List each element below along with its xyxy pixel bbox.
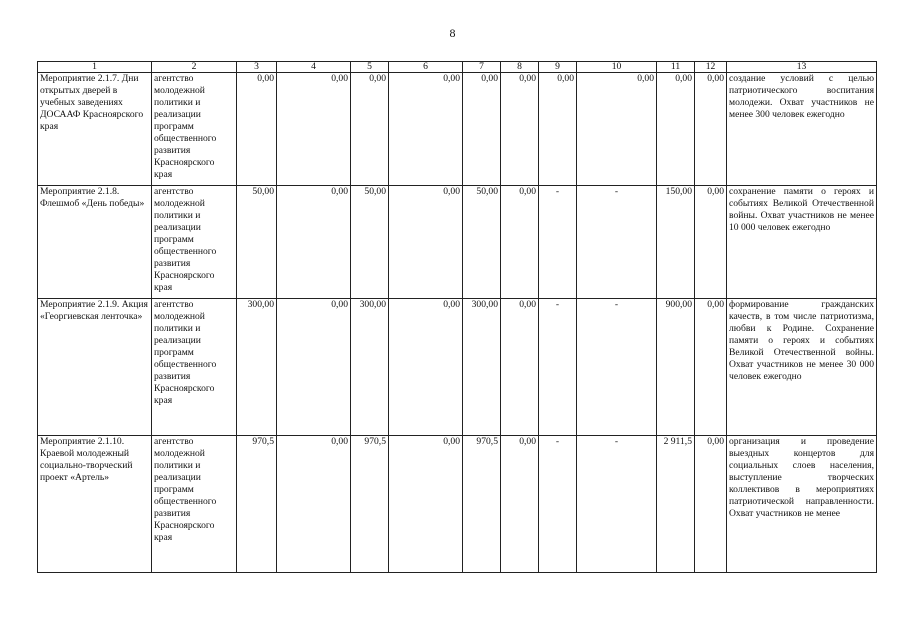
header-cell: 8	[501, 62, 539, 73]
value-cell: 0,00	[463, 73, 501, 186]
result-cell: сохранение памяти о героях и событиях Великой Отечественной войны. Охват участников не менее 10 000 человек ежегодно	[727, 186, 877, 299]
value-cell: 0,00	[277, 73, 351, 186]
result-cell: организация и проведение выездных концертов для социальных слоев населения, выступление творческих коллективов в мероприятиях патриотической направленности. Охват участников не менее	[727, 436, 877, 573]
page-number: 8	[449, 26, 456, 40]
header-cell: 2	[152, 62, 237, 73]
value-cell: 150,00	[657, 186, 695, 299]
value-cell: 0,00	[695, 299, 727, 436]
event-cell: Мероприятие 2.1.10. Краевой молодежный социально-творческий проект «Артель»	[38, 436, 152, 573]
value-cell: -	[577, 186, 657, 299]
header-cell: 1	[38, 62, 152, 73]
agency-cell: агентство молодежной политики и реализации программ общественного развития Красноярского края	[152, 299, 237, 436]
value-cell: 0,00	[277, 299, 351, 436]
header-cell: 4	[277, 62, 351, 73]
event-cell: Мероприятие 2.1.9. Акция «Георгиевская ленточка»	[38, 299, 152, 436]
value-cell: 0,00	[389, 436, 463, 573]
value-cell: -	[539, 186, 577, 299]
agency-cell: агентство молодежной политики и реализации программ общественного развития Красноярского края	[152, 436, 237, 573]
value-cell: 0,00	[501, 299, 539, 436]
agency-cell: агентство молодежной политики и реализации программ общественного развития Красноярского края	[152, 73, 237, 186]
header-cell: 10	[577, 62, 657, 73]
value-cell: 300,00	[237, 299, 277, 436]
header-cell: 12	[695, 62, 727, 73]
table-row	[38, 186, 877, 299]
value-cell: 0,00	[577, 73, 657, 186]
value-cell: 0,00	[237, 73, 277, 186]
value-cell: 0,00	[539, 73, 577, 186]
value-cell: 0,00	[695, 186, 727, 299]
value-cell: 0,00	[277, 436, 351, 573]
value-cell: 970,5	[237, 436, 277, 573]
value-cell: 300,00	[463, 299, 501, 436]
header-cell: 9	[539, 62, 577, 73]
value-cell: 970,5	[463, 436, 501, 573]
header-cell: 6	[389, 62, 463, 73]
value-cell: 0,00	[501, 186, 539, 299]
value-cell: -	[539, 299, 577, 436]
table-row	[38, 436, 877, 573]
result-cell: создание условий с целью патриотического воспитания молодежи. Охват участников не менее 300 человек ежегодно	[727, 73, 877, 186]
agency-cell: агентство молодежной политики и реализации программ общественного развития Красноярского края	[152, 186, 237, 299]
value-cell: 900,00	[657, 299, 695, 436]
value-cell: 0,00	[389, 299, 463, 436]
value-cell: -	[539, 436, 577, 573]
value-cell: -	[577, 299, 657, 436]
value-cell: 0,00	[351, 73, 389, 186]
table-row	[38, 73, 877, 186]
table-row	[38, 299, 877, 436]
value-cell: 0,00	[695, 73, 727, 186]
value-cell: 50,00	[463, 186, 501, 299]
value-cell: 50,00	[237, 186, 277, 299]
value-cell: 0,00	[695, 436, 727, 573]
event-cell: Мероприятие 2.1.7. Дни открытых дверей в учебных заведениях ДОСААФ Красноярского края	[38, 73, 152, 186]
header-cell: 5	[351, 62, 389, 73]
value-cell: 0,00	[501, 436, 539, 573]
header-cell: 13	[727, 62, 877, 73]
value-cell: 2 911,5	[657, 436, 695, 573]
value-cell: 50,00	[351, 186, 389, 299]
value-cell: 0,00	[501, 73, 539, 186]
header-cell: 3	[237, 62, 277, 73]
value-cell: -	[577, 436, 657, 573]
program-table	[37, 61, 877, 573]
value-cell: 0,00	[389, 186, 463, 299]
header-cell: 7	[463, 62, 501, 73]
value-cell: 0,00	[277, 186, 351, 299]
value-cell: 970,5	[351, 436, 389, 573]
header-cell: 11	[657, 62, 695, 73]
event-cell: Мероприятие 2.1.8. Флешмоб «День победы»	[38, 186, 152, 299]
value-cell: 300,00	[351, 299, 389, 436]
value-cell: 0,00	[389, 73, 463, 186]
result-cell: формирование гражданских качеств, в том числе патриотизма, любви к Родине. Сохранение памяти о героях и событиях Великой Отечественной войны. Охват участников не менее 30 000 человек ежегодно	[727, 299, 877, 436]
value-cell: 0,00	[657, 73, 695, 186]
header-row	[38, 62, 877, 73]
